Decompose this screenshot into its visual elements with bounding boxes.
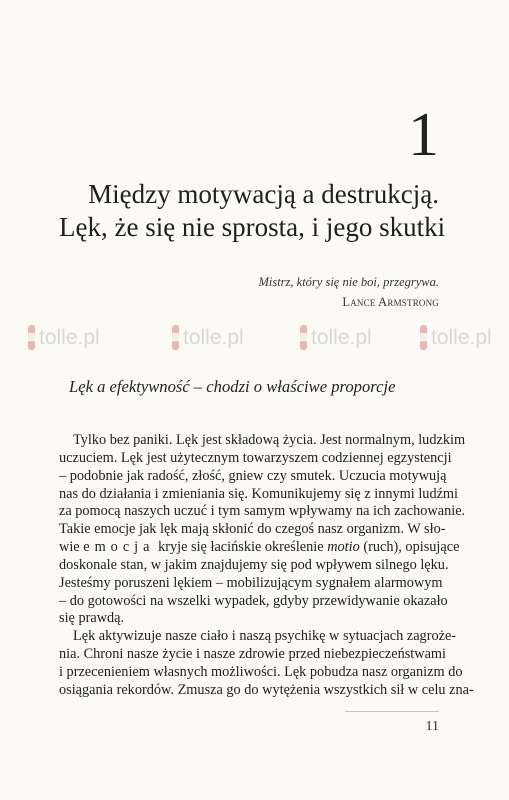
- body-line: Takie emocje jak lęk mają skłonić do czegoś nasz organizm. W sło-: [59, 521, 446, 538]
- watermark-row: [0, 325, 509, 359]
- body-text: [59, 432, 474, 700]
- body-line: doskonale stan, w jakim znajdujemy się pod wpływem silnego lęku.: [59, 556, 449, 573]
- epigraph-quote: Mistrz, który się nie boi, przegrywa.: [258, 275, 439, 289]
- body-line: za pomocą naszych uczuć i tym samym wpływamy na ich zachowanie.: [59, 503, 466, 520]
- footer-rule: [345, 711, 439, 712]
- body-line: i przecenieniem własnych możliwości. Lęk pobudza nasz organizm do: [59, 663, 463, 680]
- paragraph-2: [59, 628, 474, 699]
- body-line: – podobnie jak radość, złość, gniew czy smutek. Uczucia motywują: [59, 467, 447, 484]
- paragraph-1: [59, 432, 466, 628]
- epigraph-author: Lance Armstrong: [342, 295, 439, 309]
- body-line: uczuciem. Lęk jest użytecznym towarzyszem codziennej egzystencji: [59, 449, 452, 466]
- chapter-title: [59, 178, 446, 244]
- watermark-text: tolle.pl: [39, 325, 100, 349]
- emocja-line-text: wie emocja kryje się łacińskie określenie motio (ruch), opisujące: [59, 539, 460, 556]
- body-line: nas do działania i zmieniania się. Komunikujemy się z innymi ludźmi: [59, 485, 459, 502]
- watermark: [172, 325, 244, 350]
- watermark-text: tolle.pl: [183, 325, 244, 349]
- watermark: [420, 325, 492, 350]
- body-line: nia. Chroni nasze życie i nasze zdrowie przed niebezpieczeństwami: [59, 646, 447, 663]
- epigraph: [139, 272, 439, 312]
- body-line-emocja: [59, 539, 460, 557]
- body-line: – do gotowości na wszelki wypadek, gdyby przewidywanie okazało: [59, 592, 448, 609]
- body-line: Tylko bez paniki. Lęk jest składową życia. Jest normalnym, ludzkim: [73, 432, 466, 448]
- watermark-logo-icon: [420, 325, 427, 350]
- chapter-title-line-2: Lęk, że się nie sprosta, i jego skutki: [59, 212, 446, 242]
- watermark: [28, 325, 100, 350]
- chapter-number: 1: [408, 101, 439, 169]
- chapter-title-line-1: Między motywacją a destrukcją.: [88, 179, 439, 209]
- section-heading: Lęk a efektywność – chodzi o właściwe proporcje: [69, 377, 396, 396]
- watermark-logo-icon: [28, 325, 35, 350]
- watermark-logo-icon: [300, 325, 307, 350]
- watermark: [300, 325, 372, 350]
- watermark-text: tolle.pl: [431, 325, 492, 349]
- page-number: 11: [425, 719, 439, 734]
- body-line: Jesteśmy poruszeni lękiem – mobilizującym sygnałem alarmowym: [59, 574, 443, 591]
- body-line: osiągania rekordów. Zmusza go do wytężenia wszystkich sił w celu zna-: [59, 681, 474, 698]
- body-line: się prawdą.: [59, 610, 125, 627]
- body-line: Lęk aktywizuje nasze ciało i naszą psychikę w sytuacjach zagroże-: [73, 628, 457, 645]
- watermark-logo-icon: [172, 325, 179, 350]
- watermark-text: tolle.pl: [311, 325, 372, 349]
